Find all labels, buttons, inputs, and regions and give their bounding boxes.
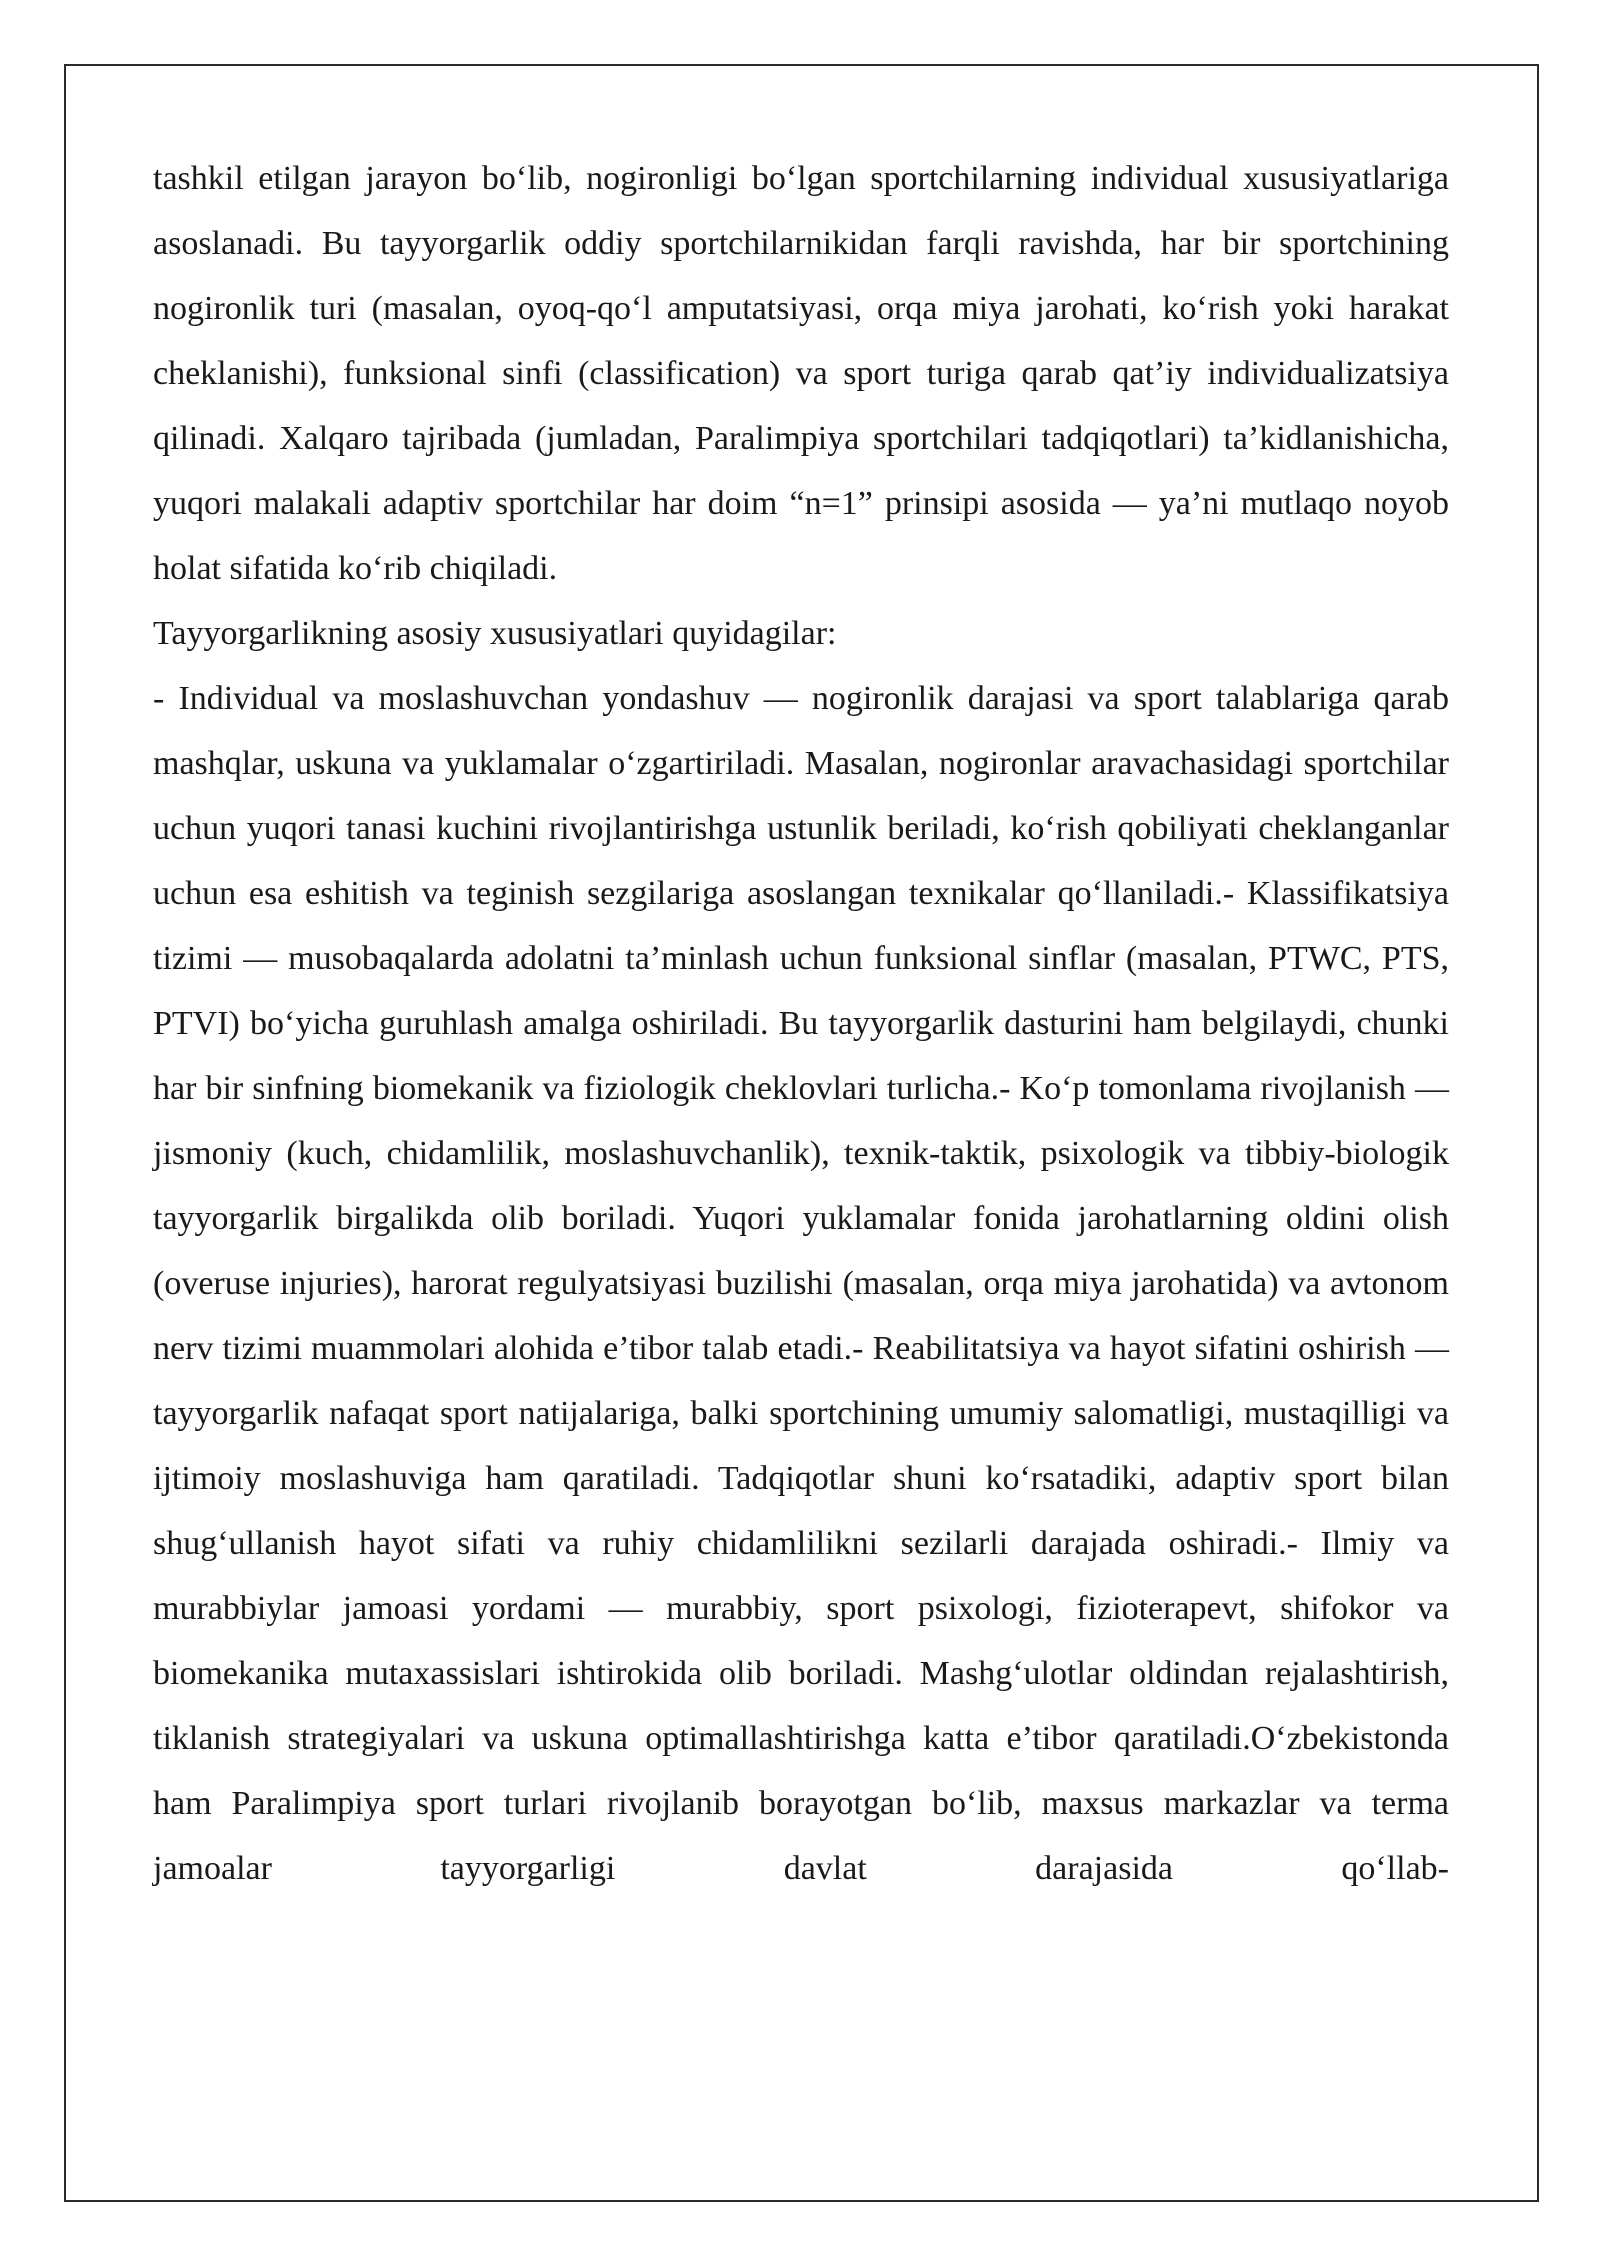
paragraph-heading: Tayyorgarlikning asosiy xususiyatlari quyidagilar:: [153, 615, 837, 652]
paragraph-intro: tashkil etilgan jarayon bo‘lib, nogironligi bo‘lgan sportchilarning individual xususiyatlariga asoslanadi. Bu tayyorgarlik oddiy sportchilarnikidan farqli ravishda, har bir sportchining nogironlik turi (masalan, oyoq-qo‘l amputatsiyasi, orqa miya jarohati, ko‘rish yoki harakat cheklanishi), funksional sinfi (classification) va sport turiga qarab qat’iy individualizatsiya qilinadi. Xalqaro tajribada (jumladan, Paralimpiya sportchilari tadqiqotlari) ta’kidlanishicha, yuqori malakali adaptiv sportchilar har doim “n=1” prinsipi asosida — ya’ni mutlaqo noyob holat sifatida ko‘rib chiqiladi.: [153, 160, 1449, 587]
paragraph-features: - Individual va moslashuvchan yondashuv — nogironlik darajasi va sport talablariga qarab mashqlar, uskuna va yuklamalar o‘zgartiriladi. Masalan, nogironlar aravachasidagi sportchilar uchun yuqori tanasi kuchini rivojlantirishga ustunlik beriladi, ko‘rish qobiliyati cheklanganlar uchun esa eshitish va teginish sezgilariga asoslangan texnikalar qo‘llaniladi.- Klassifikatsiya tizimi — musobaqalarda adolatni ta’minlash uchun funksional sinflar (masalan, PTWC, PTS, PTVI) bo‘yicha guruhlash amalga oshiriladi. Bu tayyorgarlik dasturini ham belgilaydi, chunki har bir sinfning biomekanik va fiziologik cheklovlari turlicha.- Ko‘p tomonlama rivojlanish — jismoniy (kuch, chidamlilik, moslashuvchanlik), texnik-taktik, psixologik va tibbiy-biologik tayyorgarlik birgalikda olib boriladi. Yuqori yuklamalar fonida jarohatlarning oldini olish (overuse injuries), harorat regulyatsiyasi buzilishi (masalan, orqa miya jarohatida) va avtonom nerv tizimi muammolari alohida e’tibor talab etadi.- Reabilitatsiya va hayot sifatini oshirish — tayyorgarlik nafaqat sport natijalariga, balki sportchining umumiy salomatligi, mustaqilligi va ijtimoiy moslashuviga ham qaratiladi. Tadqiqotlar shuni ko‘rsatadiki, adaptiv sport bilan shug‘ullanish hayot sifati va ruhiy chidamlilikni sezilarli darajada oshiradi.- Ilmiy va murabbiylar jamoasi yordami — murabbiy, sport psixologi, fizioterapevt, shifokor va biomekanika mutaxassislari ishtirokida olib boriladi. Mashg‘ulotlar oldindan rejalashtirish, tiklanish strategiyalari va uskuna optimallashtirishga katta e’tibor qaratiladi.O‘zbekistonda ham Paralimpiya sport turlari rivojlanib borayotgan bo‘lib, maxsus markazlar va terma jamoalar tayyorgarligi davlat darajasida qo‘llab-: [153, 680, 1449, 1887]
document-body: [153, 146, 1449, 1901]
